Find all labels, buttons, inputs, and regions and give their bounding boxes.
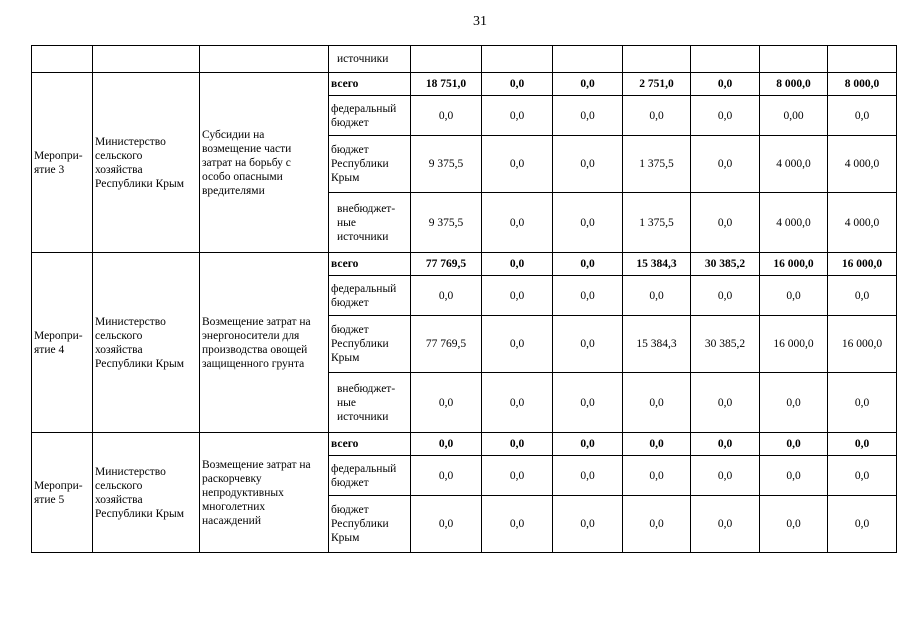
source-label-line: ные <box>337 216 356 229</box>
amount-cell: 0,0 <box>553 433 623 456</box>
source-label-line: Крым <box>331 172 360 184</box>
source-label-line: федеральный <box>331 462 397 475</box>
source-label-line: бюджет <box>331 144 369 156</box>
organization-line: Министерство <box>95 315 166 328</box>
description-line: раскорчевку <box>202 472 262 485</box>
amount-cell: 16 000,0 <box>760 253 828 276</box>
source-cell <box>329 46 411 73</box>
organization-line: Республики Крым <box>95 357 184 370</box>
source-cell <box>329 73 411 96</box>
source-cell <box>329 496 411 553</box>
amount-cell: 0,0 <box>691 136 760 193</box>
empty-cell <box>93 46 200 73</box>
amount-cell: 16 000,0 <box>760 316 828 373</box>
source-label-line: бюджет <box>331 324 369 336</box>
source-cell <box>329 136 411 193</box>
source-label-line: внебюджет- <box>337 382 396 395</box>
amount-cell: 4 000,0 <box>760 136 828 193</box>
description-line: энергоносители для <box>202 329 300 342</box>
amount-cell: 0,0 <box>553 193 623 253</box>
description-line: насаждений <box>202 514 261 527</box>
source-label-line: Республики <box>331 518 389 530</box>
organization-line: сельского <box>95 479 143 492</box>
activity-label-line: Меропри- <box>34 329 83 342</box>
activity-label-line: Меропри- <box>34 149 83 162</box>
amount-cell: 9 375,5 <box>411 193 482 253</box>
description-line: Возмещение затрат на <box>202 315 311 328</box>
source-label-line: источники <box>337 230 389 243</box>
amount-cell: 0,0 <box>553 316 623 373</box>
amount-cell: 0,0 <box>828 496 897 553</box>
source-cell <box>329 96 411 136</box>
organization-line: Министерство <box>95 465 166 478</box>
organization-line: хозяйства <box>95 493 143 506</box>
total-row <box>32 73 897 96</box>
amount-cell: 0,0 <box>691 433 760 456</box>
source-cell <box>329 276 411 316</box>
source-label-line: всего <box>331 78 359 90</box>
amount-cell: 0,0 <box>482 136 553 193</box>
amount-cell: 0,0 <box>623 496 691 553</box>
amount-cell: 0,0 <box>411 456 482 496</box>
amount-cell: 0,0 <box>691 73 760 96</box>
amount-cell: 0,0 <box>411 496 482 553</box>
amount-cell: 0,0 <box>623 276 691 316</box>
amount-cell: 0,0 <box>760 276 828 316</box>
amount-cell: 0,0 <box>553 96 623 136</box>
amount-cell: 1 375,5 <box>623 136 691 193</box>
amount-cell: 0,0 <box>828 433 897 456</box>
amount-cell: 0,0 <box>828 276 897 316</box>
amount-cell: 0,0 <box>691 276 760 316</box>
amount-cell: 0,0 <box>760 496 828 553</box>
amount-cell: 0,0 <box>691 496 760 553</box>
source-label-line: бюджет <box>331 504 369 516</box>
amount-cell: 0,0 <box>553 253 623 276</box>
amount-cell: 4 000,0 <box>828 193 897 253</box>
empty-cell <box>760 46 828 73</box>
amount-cell: 30 385,2 <box>691 253 760 276</box>
continuation-row <box>32 46 897 73</box>
source-cell <box>329 433 411 456</box>
total-row <box>32 433 897 456</box>
amount-cell: 0,0 <box>482 96 553 136</box>
description-line: Субсидии на <box>202 128 265 141</box>
source-label-line: бюджет <box>331 476 369 489</box>
activity-cell <box>32 433 93 553</box>
activity-label-line: ятие 4 <box>34 343 65 356</box>
amount-cell: 0,0 <box>411 433 482 456</box>
amount-cell: 0,00 <box>760 96 828 136</box>
empty-cell <box>691 46 760 73</box>
source-label-line: Крым <box>331 352 360 364</box>
total-row <box>32 253 897 276</box>
amount-cell: 0,0 <box>482 193 553 253</box>
empty-cell <box>32 46 93 73</box>
amount-cell: 0,0 <box>553 496 623 553</box>
amount-cell: 0,0 <box>482 433 553 456</box>
organization-cell <box>93 433 200 553</box>
organization-line: Министерство <box>95 135 166 148</box>
amount-cell: 0,0 <box>760 433 828 456</box>
empty-cell <box>482 46 553 73</box>
amount-cell: 1 375,5 <box>623 193 691 253</box>
amount-cell: 0,0 <box>623 456 691 496</box>
amount-cell: 0,0 <box>691 96 760 136</box>
amount-cell: 77 769,5 <box>411 316 482 373</box>
amount-cell: 0,0 <box>553 456 623 496</box>
organization-line: хозяйства <box>95 163 143 176</box>
amount-cell: 0,0 <box>553 73 623 96</box>
amount-cell: 0,0 <box>482 316 553 373</box>
source-label-line: бюджет <box>331 296 369 309</box>
description-line: Возмещение затрат на <box>202 458 311 471</box>
amount-cell: 16 000,0 <box>828 316 897 373</box>
amount-cell: 77 769,5 <box>411 253 482 276</box>
amount-cell: 0,0 <box>411 373 482 433</box>
amount-cell: 15 384,3 <box>623 253 691 276</box>
amount-cell: 30 385,2 <box>691 316 760 373</box>
source-cell <box>329 253 411 276</box>
amount-cell: 0,0 <box>623 96 691 136</box>
amount-cell: 0,0 <box>691 193 760 253</box>
description-cell <box>200 253 329 433</box>
description-line: затрат на борьбу с <box>202 156 291 169</box>
amount-cell: 0,0 <box>623 433 691 456</box>
empty-cell <box>828 46 897 73</box>
description-cell <box>200 433 329 553</box>
organization-line: Республики Крым <box>95 507 184 520</box>
source-label-line: всего <box>331 258 359 270</box>
empty-cell <box>411 46 482 73</box>
amount-cell: 0,0 <box>691 373 760 433</box>
amount-cell: 9 375,5 <box>411 136 482 193</box>
amount-cell: 0,0 <box>828 96 897 136</box>
organization-line: хозяйства <box>95 343 143 356</box>
amount-cell: 0,0 <box>482 496 553 553</box>
source-cell <box>329 193 411 253</box>
financing-table <box>31 45 897 553</box>
amount-cell: 16 000,0 <box>828 253 897 276</box>
amount-cell: 4 000,0 <box>828 136 897 193</box>
source-cell <box>329 373 411 433</box>
empty-cell <box>553 46 623 73</box>
activity-label-line: Меропри- <box>34 479 83 492</box>
amount-cell: 0,0 <box>482 276 553 316</box>
amount-cell: 0,0 <box>411 96 482 136</box>
amount-cell: 8 000,0 <box>760 73 828 96</box>
source-label-line: внебюджет- <box>337 202 396 215</box>
amount-cell: 0,0 <box>760 456 828 496</box>
amount-cell: 0,0 <box>623 373 691 433</box>
description-line: особо опасными <box>202 170 283 183</box>
amount-cell: 8 000,0 <box>828 73 897 96</box>
source-cell <box>329 456 411 496</box>
description-line: многолетних <box>202 500 266 513</box>
source-label-line: источники <box>337 410 389 423</box>
description-line: производства овощей <box>202 343 308 356</box>
empty-cell <box>200 46 329 73</box>
source-label-line: Крым <box>331 532 360 544</box>
source-label-line: федеральный <box>331 282 397 295</box>
amount-cell: 0,0 <box>482 73 553 96</box>
amount-cell: 2 751,0 <box>623 73 691 96</box>
source-label-line: всего <box>331 438 359 450</box>
page-number: 31 <box>473 14 487 29</box>
description-line: защищенного грунта <box>202 357 305 370</box>
source-cell <box>329 316 411 373</box>
amount-cell: 0,0 <box>482 456 553 496</box>
description-cell <box>200 73 329 253</box>
organization-cell <box>93 73 200 253</box>
amount-cell: 0,0 <box>691 456 760 496</box>
amount-cell: 0,0 <box>760 373 828 433</box>
amount-cell: 0,0 <box>553 276 623 316</box>
source-label-line: бюджет <box>331 116 369 129</box>
amount-cell: 15 384,3 <box>623 316 691 373</box>
amount-cell: 0,0 <box>553 373 623 433</box>
amount-cell: 4 000,0 <box>760 193 828 253</box>
description-line: вредителями <box>202 184 265 197</box>
organization-line: сельского <box>95 329 143 342</box>
organization-line: Республики Крым <box>95 177 184 190</box>
description-line: непродуктивных <box>202 486 284 499</box>
activity-cell <box>32 73 93 253</box>
amount-cell: 0,0 <box>553 136 623 193</box>
amount-cell: 0,0 <box>411 276 482 316</box>
source-label: источники <box>337 53 389 65</box>
organization-cell <box>93 253 200 433</box>
source-label-line: федеральный <box>331 102 397 115</box>
empty-cell <box>623 46 691 73</box>
activity-cell <box>32 253 93 433</box>
activity-label-line: ятие 3 <box>34 163 65 176</box>
source-label-line: ные <box>337 396 356 409</box>
amount-cell: 0,0 <box>482 253 553 276</box>
amount-cell: 0,0 <box>828 373 897 433</box>
amount-cell: 0,0 <box>482 373 553 433</box>
activity-label-line: ятие 5 <box>34 493 65 506</box>
amount-cell: 0,0 <box>828 456 897 496</box>
source-label-line: Республики <box>331 338 389 350</box>
organization-line: сельского <box>95 149 143 162</box>
description-line: возмещение части <box>202 142 292 155</box>
amount-cell: 18 751,0 <box>411 73 482 96</box>
source-label-line: Республики <box>331 158 389 170</box>
